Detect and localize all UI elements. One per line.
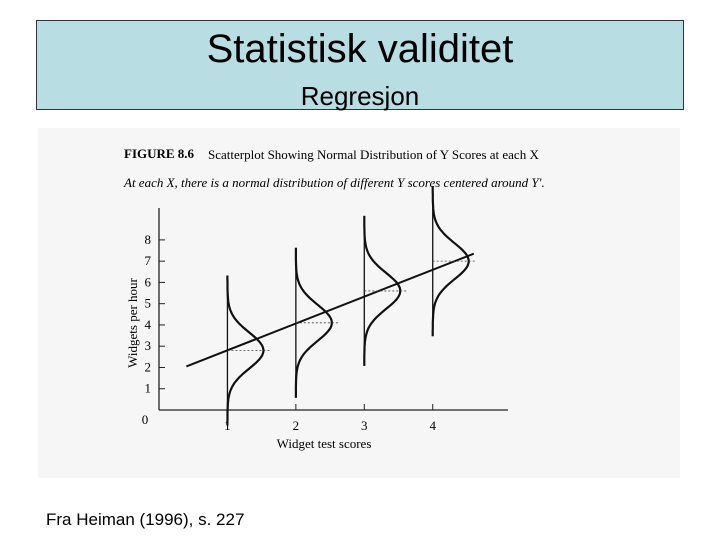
- y-tick-label: 8: [144, 231, 151, 247]
- x-axis-label: Widget test scores: [276, 436, 372, 451]
- x-tick-label: 1: [224, 418, 231, 433]
- origin-label: 0: [141, 412, 149, 427]
- x-tick-label: 2: [292, 418, 300, 433]
- y-tick-label: 2: [144, 359, 151, 375]
- y-tick-label: 3: [144, 338, 151, 354]
- y-tick-label: 1: [144, 380, 151, 396]
- figure-label: FIGURE 8.6: [124, 146, 195, 161]
- figure-scan: [38, 128, 680, 478]
- y-tick-label: 7: [144, 253, 151, 269]
- source-citation: Fra Heiman (1996), s. 227: [46, 510, 245, 529]
- slide-title: Statistisk validitet: [206, 27, 514, 71]
- scatterplot-figure: [38, 128, 680, 478]
- y-tick-label: 6: [144, 274, 151, 290]
- plot-marks: [186, 186, 476, 425]
- figure-caption-sub: At each X, there is a normal distribution of different Y scores centered around Y′.: [124, 175, 545, 190]
- title-box: [36, 20, 684, 110]
- x-tick-label: 4: [429, 418, 436, 433]
- slide-subtitle: Regresjon: [300, 81, 420, 111]
- figure-caption-title: Scatterplot Showing Normal Distribution of Y Scores at each X: [208, 147, 539, 162]
- y-axis-label: Widgets per hour: [125, 278, 140, 368]
- x-tick-label: 3: [361, 418, 368, 433]
- y-tick-label: 5: [144, 295, 151, 311]
- y-tick-label: 4: [144, 316, 151, 332]
